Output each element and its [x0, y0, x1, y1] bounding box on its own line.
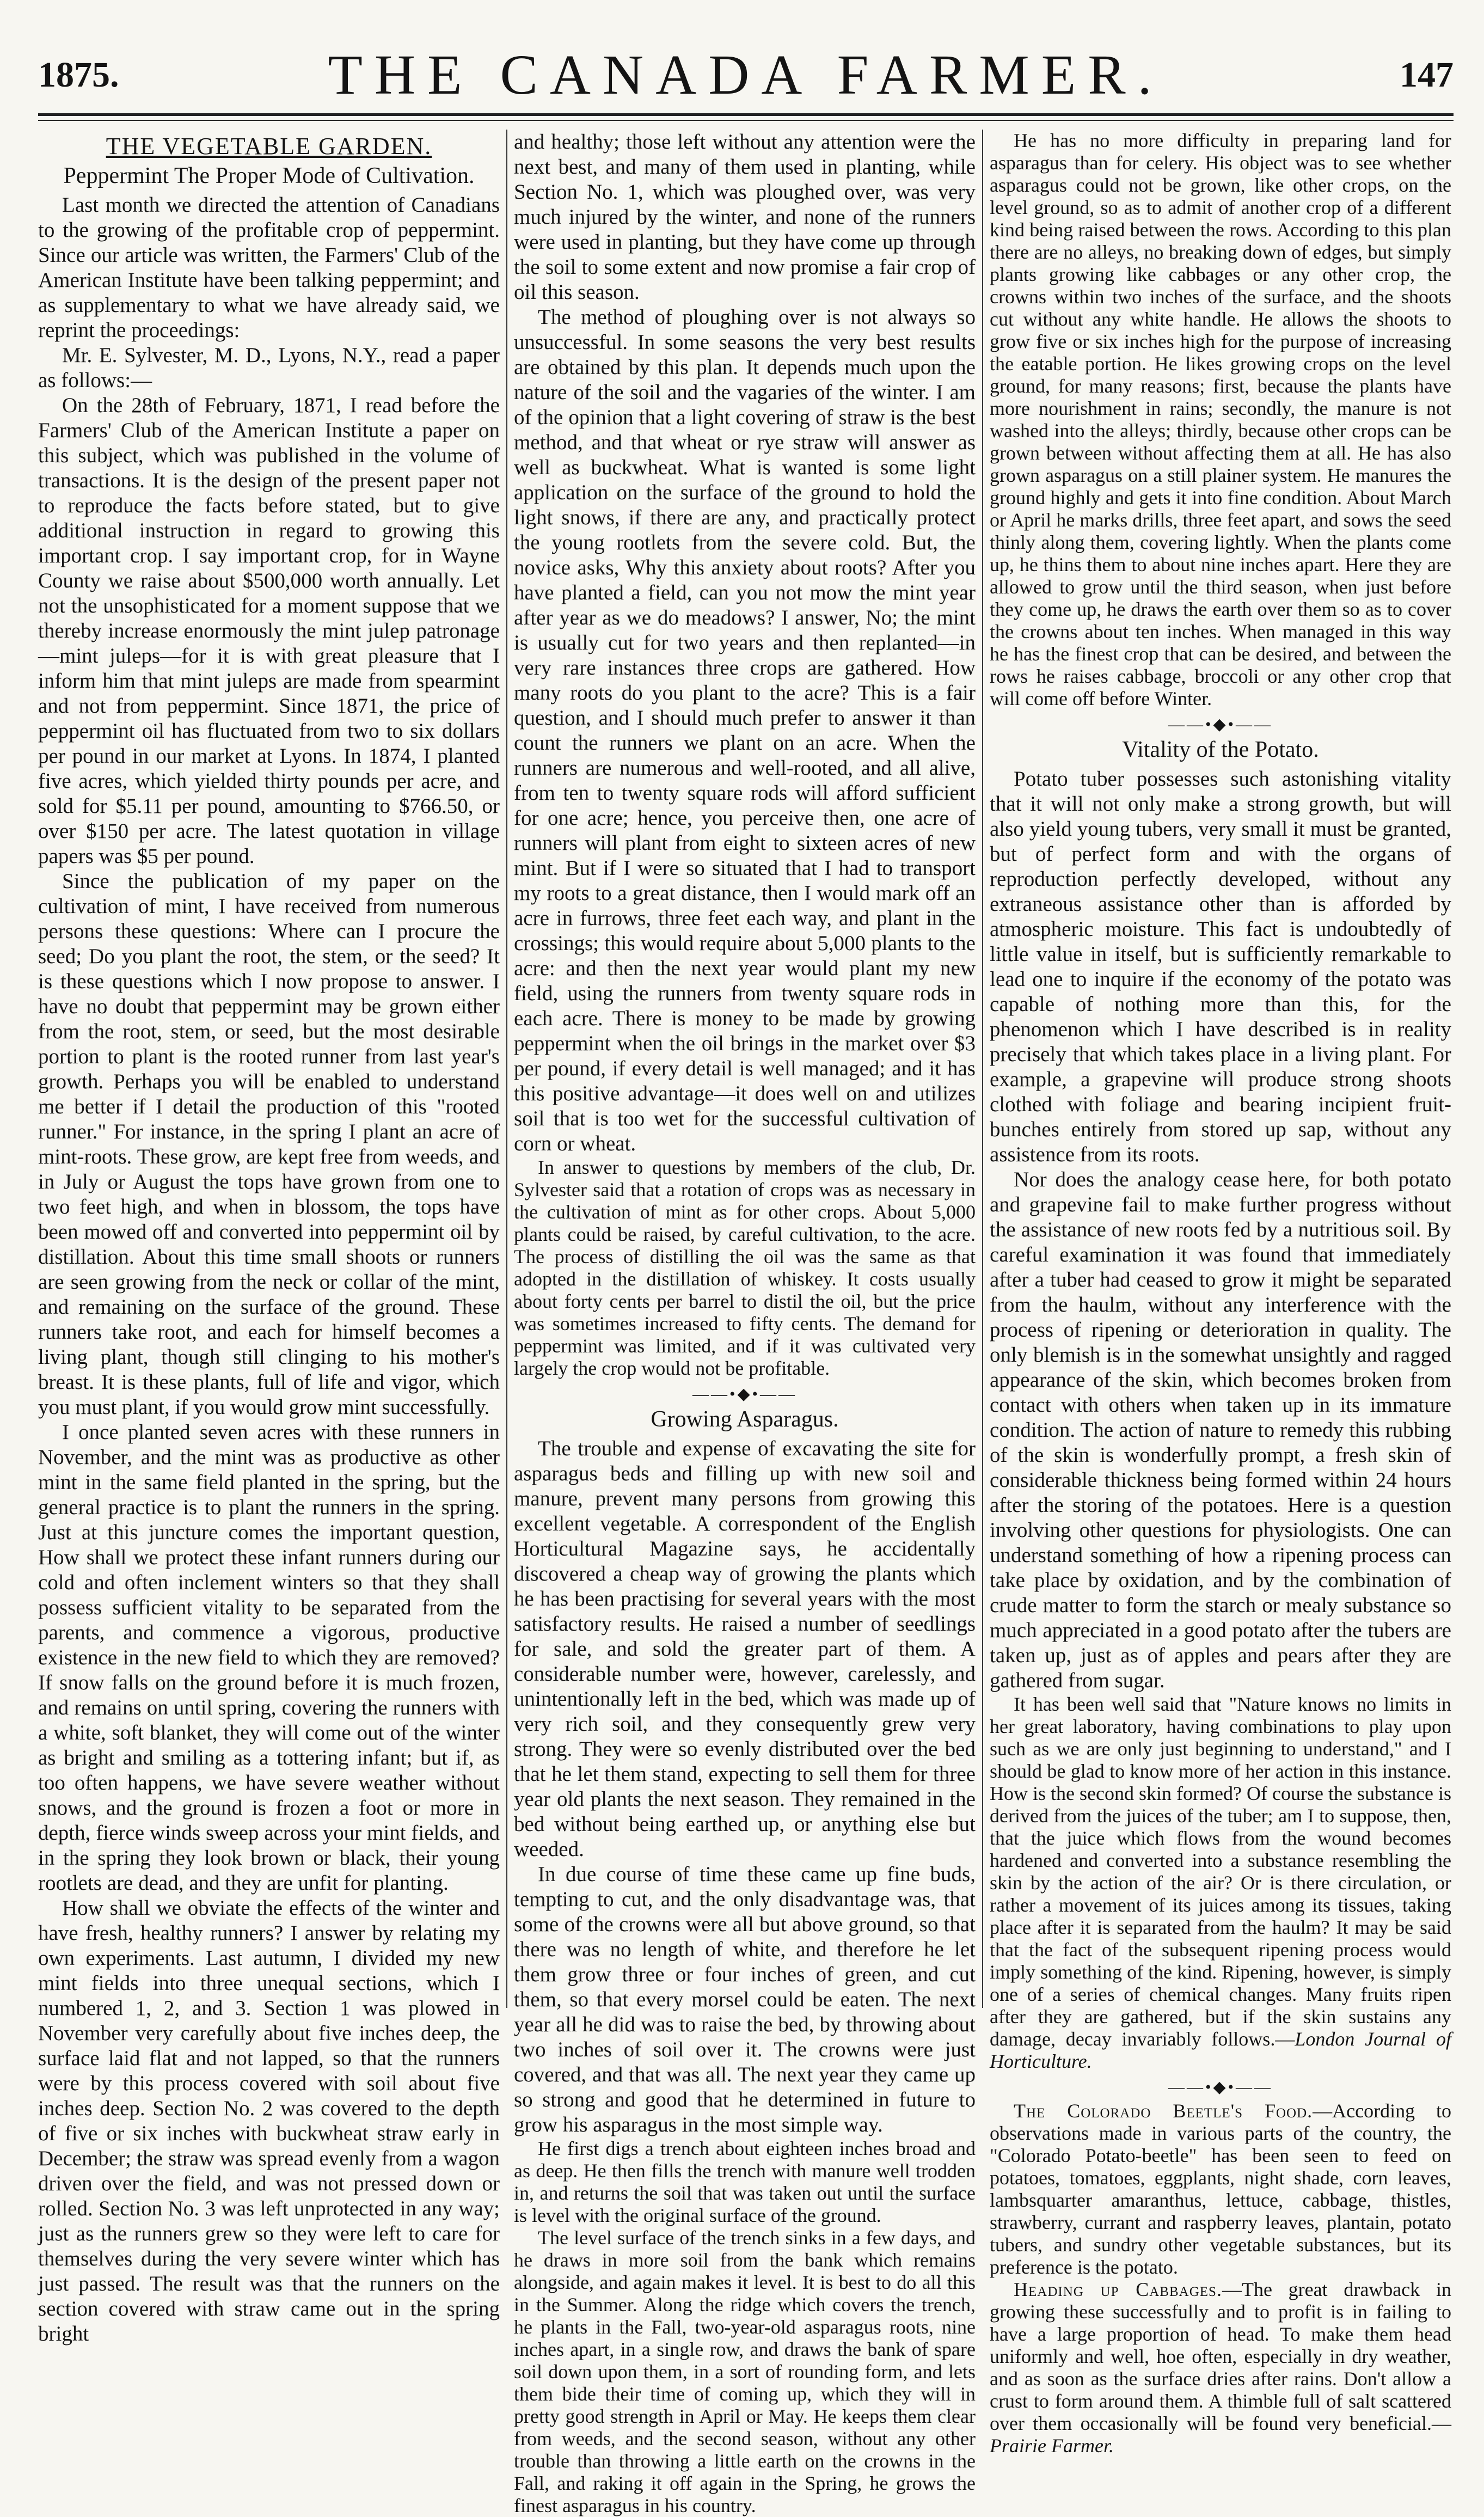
- column-divider: [506, 130, 507, 2008]
- newspaper-title: THE CANADA FARMER.: [328, 44, 1164, 106]
- paragraph: [990, 1693, 1451, 2073]
- paragraph: [990, 2279, 1451, 2457]
- paragraph: How shall we obviate the effects of the winter and have fresh, healthy runners? I answer by relating my own experiments. Last autumn, I divided my new mint fields into three unequal sections, which I numbered 1, 2, and 3. Section 1 was plowed in November very carefully about five inches deep, the surface laid flat and not lapped, so that the runners were by this process covered with soil about five inches deep. Section No. 2 was covered to the depth of five or six inches with buckwheat straw early in December; the straw was spread evenly from a wagon driven over the field, and was not pressed down or rolled. Section No. 3 was left unprotected in any way; just as the runners grew so they were left to care for themselves during the very severe winter which has just passed. The result was that the runners on the section covered with straw came out in the spring bright: [38, 1896, 500, 2345]
- paragraph: He has no more difficulty in preparing land for asparagus than for celery. His object was to see whether asparagus could not be grown, like other crops, on the level ground, so as to admit of another crop of a different kind being raised between the rows. According to this plan there are no alleys, no breaking down of edges, but simply plants growing like cabbages or any other crop, the crowns within two inches of the surface, and the shoots cut without any white handle. He allows the shoots to grow five or six inches high for the purpose of increasing the eatable portion. He likes growing crops on the level ground, for many reasons; first, because the plants have more nourishment in rains; secondly, the manure is not washed into the alleys; thirdly, because other crops can be grown between without affecting them at all. He has also grown asparagus on a still plainer system. He manures the ground highly and gets it into fine condition. About March or April he marks drills, three feet apart, and sows the seed thinly along them, covering lightly. When the plants come up, he thins them to about nine inches apart. Here they are allowed to grow until the third season, when just before they come up, he draws the earth over them so as to cover the crowns about ten inches. When managed in this way he has the finest crop that can be desired, and between the rows he raises cabbage, broccoli or any other crop that will come off before Winter.: [990, 130, 1451, 709]
- paragraph-text: —According to observations made in various parts of the country, the "Colorado Potato-beetle" has been seen to feed on potatoes, tomatoes, eggplants, night shade, corn leaves, lambsquarter amaranthus, lettuce, cabbage, thistles, strawberry, currant and raspberry leaves, plantain, potato tubers, and sundry other vegetable substances, but its preference is the potato.: [990, 2100, 1451, 2278]
- paragraph: [990, 2100, 1451, 2279]
- article-title-peppermint: Peppermint The Proper Mode of Cultivation.: [63, 163, 475, 188]
- paragraph: Mr. E. Sylvester, M. D., Lyons, N.Y., read a paper as follows:—: [38, 344, 500, 392]
- paragraph: The method of ploughing over is not always so unsuccessful. In some seasons the very best results are obtained by this plan. It depends much upon the nature of the soil and the vagaries of the winter. I am of the opinion that a light covering of straw is the best method, and that wheat or rye straw will answer as well as buckwheat. What is wanted is some light application on the surface of the ground to hold the light snows, if there are any, and practically protect the young rootlets from the severe cold. But, the novice asks, Why this anxiety about roots? After you have planted a field, can you not mow the mint year after year as we do meadows? I answer, No; the mint is usually cut for two years and then replanted—in very rare instances three crops are gathered. How many roots do you plant to the acre? This is a fair question, and I should much prefer to answer it than count the runners we plant on an acre. When the runners are numerous and well-rooted, and all alive, from ten to twenty square rods will afford sufficient for one acre; hence, you perceive then, one acre of runners will plant from eight to sixteen acres of new mint. But if I were so situated that I had to transport my roots to a great distance, then I would mark off an acre in furrows, three feet each way, and plant in the crossings; this would require about 5,000 plants to the acre: and then the next year would plant my new field, using the runners from twenty square rods in each acre. There is money to be made by growing peppermint when the oil brings in the market over $3 per pound, if every detail is well managed; and it has this positive advantage—it does well on and utilizes soil that is too wet for the successful cultivation of corn or wheat.: [514, 305, 976, 1155]
- column-3: [990, 130, 1452, 2457]
- article-separator: ——•◆•——: [1168, 715, 1273, 733]
- column-2: [514, 130, 976, 2516]
- paragraph: In answer to questions by members of the club, Dr. Sylvester said that a rotation of crops was as necessary in the cultivation of mint as for other crops. About 5,000 plants could be raised, by careful cultivation, to the acre. The process of distilling the oil was the same as that adopted in the distillation of whiskey. It costs usually about forty cents per barrel to distil the oil, but the price was sometimes increased to fifty cents. The demand for peppermint was limited, and if it was cultivated very largely the crop would not be profitable.: [514, 1156, 976, 1379]
- paragraph: In due course of time these came up fine buds, tempting to cut, and the only disadvantage was, that some of the crowns were all but above ground, so that there was no length of white, and therefore he let them grow three or four inches of green, and cut them, so that every morsel could be eaten. The next year all he did was to raise the bed, by throwing about two inches of soil over it. The crowns were just covered, and that was all. The next year they came up so strong and good that he determined in future to grow his asparagus in the most simple way.: [514, 1863, 976, 2136]
- section-title: THE VEGETABLE GARDEN.: [106, 133, 432, 160]
- issue-year: 1875.: [38, 55, 119, 95]
- paragraph-text: —The great drawback in growing these successfully and to profit is in failing to have a large proportion of head. To make them head uniformly and well, hoe often, especially in dry weather, and as soon as the surface dries after rains. Don't allow a crust to form around them. A thimble full of salt scattered over them occasionally will be found very beneficial.—: [990, 2279, 1452, 2434]
- paragraph: Since the publication of my paper on the cultivation of mint, I have received from numerous persons these questions: Where can I procure the seed; Do you plant the root, the stem, or the seed? It is these questions which I now propose to answer. I have no doubt that peppermint may be grown either from the root, stem, or seed, but the most desirable portion to plant is the rooted runner from last year's growth. Perhaps you will be enabled to understand me better if I detail the production of this "rooted runner." For instance, in the spring I plant an acre of mint-roots. These grow, are kept free from weeds, and in July or August the tops have grown from one to two feet high, and when in blossom, the tops have been mowed off and converted into peppermint oil by distillation. About this time small shoots or runners are seen growing from the neck or collar of the mint, and remaining on the surface of the ground. These runners take root, and each for himself becomes a living plant, though still clinging to his mother's breast. It is these plants, full of life and vigor, which you must plant, if you would grow mint successfully.: [38, 869, 500, 1419]
- item-title-beetle: The Colorado Beetle's Food.: [1014, 2100, 1313, 2122]
- paragraph: Nor does the analogy cease here, for both potato and grapevine fail to make further progress without the assistance of new roots fed by a nutritious soil. By careful examination it was found that immediately after a tuber had ceased to grow it might be separated from the haulm, without any interference with the process of ripening or deterioration in quality. The only blemish is in the somewhat unsightly and ragged appearance of the skin, which becomes broken from contact with others when taken up in its immature condition. The action of nature to remedy this rubbing of the skin is wonderfully prompt, a fresh skin of considerable thickness being formed within 24 hours after the storing of the potatoes. Here is a question involving other questions for physiologists. One can understand something of how a ripening process can take place by oxidation, and by the combination of crude matter to form the starch or mealy substance so much appreciated in a good potato after the tubers are taken up, just as of apples and pears after they are gathered from sugar.: [990, 1168, 1451, 1692]
- article-title-asparagus: Growing Asparagus.: [651, 1407, 839, 1432]
- paragraph: He first digs a trench about eighteen inches broad and as deep. He then fills the trench with manure well trodden in, and returns the soil that was taken out until the surface is level with the original surface of the ground.: [514, 2138, 976, 2226]
- item-title-cabbage: Heading up Cabbages.: [1014, 2279, 1222, 2300]
- masthead-bar: [38, 26, 1454, 119]
- paragraph: On the 28th of February, 1871, I read before the Farmers' Club of the American Institute a paper on this subject, which was published in the volume of transactions. It is the design of the present paper not to reproduce the facts before stated, but to give additional instruction in regard to growing this important crop. I say important crop, for in Wayne County we raise about $500,000 worth annually. Let not the unsophisticated for a moment suppose that we thereby increase enormously the mint julep patronage—mint juleps—for it is with great pleasure that I inform him that mint juleps are made from spearmint and not from peppermint. Since 1871, the price of peppermint oil has fluctuated from two to six dollars per pound in our market at Lyons. In 1874, I planted five acres, which yielded thirty pounds per acre, and sold for $5.11 per pound, amounting to $766.50, or over $150 per acre. The latest quotation in village papers was $5 per pound.: [38, 394, 500, 868]
- paragraph: The trouble and expense of excavating the site for asparagus beds and filling up with new soil and manure, prevent many persons from growing this excellent vegetable. A correspondent of the English Horticultural Magazine says, he accidentally discovered a cheap way of growing the plants which he has been practising for several years with the most satisfactory results. He raised a number of seedlings for sale, and sold the greater part of them. A considerable number were, however, carelessly, and unintentionally left in the bed, which was made up of very rich soil, and they consequently grew very strong. They were so evenly distributed over the bed that he let them stand, expecting to sell them for three year old plants the next season. They remained in the bed without being earthed up, or anything else but weeded.: [514, 1437, 976, 1861]
- page-number: 147: [1400, 55, 1454, 95]
- citation: London Journal of Horticulture.: [990, 2028, 1452, 2072]
- paragraph: I once planted seven acres with these runners in November, and the mint was as productive as other mint in the same field planted in the spring, but the general practice is to plant the runners in the spring. Just at this juncture comes the important question, How shall we protect these infant runners during our cold and often inclement winters so that they shall possess sufficient vitality to be separated from the parents, and commence a vigorous, productive existence in the new field to which they are removed? If snow falls on the ground before it is much frozen, and remains on until spring, covering the runners with a white, soft blanket, they will come out of the winter as bright and smiling as a tottering infant; but if, as too often happens, we have severe weather without snows, and the ground is frozen a foot or more in depth, fierce winds sweep across your mint fields, and in the spring they look brown or black, their young rootlets are dead, and they are unfit for planting.: [38, 1420, 500, 1895]
- article-separator: ——•◆•——: [1168, 2078, 1273, 2096]
- article-title-potato: Vitality of the Potato.: [1122, 737, 1319, 762]
- paragraph: The level surface of the trench sinks in a few days, and he draws in more soil from the bank which remains alongside, and again makes it level. It is best to do all this in the Summer. Along the ridge which covers the trench, he plants in the Fall, two-year-old asparagus roots, nine inches apart, in a single row, and draws the bank of spare soil down upon them, in a sort of rounding form, and lets them bide their time of coming up, which they will in pretty good strength in April or May. He keeps them clear from weeds, and the second season, without any other trouble than throwing a little earth on the crowns in the Fall, and raking it off again in the Spring, he grows the finest asparagus in his country.: [514, 2227, 976, 2516]
- paragraph: Last month we directed the attention of Canadians to the growing of the profitable crop of peppermint. Since our article was written, the Farmers' Club of the American Institute have been talking peppermint; and as supplementary to what we have already said, we reprint the proceedings:: [38, 193, 500, 342]
- article-separator: ——•◆•——: [692, 1385, 798, 1403]
- header-rule: [38, 113, 1454, 116]
- citation: Prairie Farmer.: [990, 2435, 1114, 2457]
- paragraph-text: It has been well said that "Nature knows no limits in her great laboratory, having combinations to play upon such as we are only just beginning to understand," and I should be glad to know more of her action in this instance. How is the second skin formed? Of course the substance is derived from the juices of the tuber; am I to suppose, then, that the juice which flows from the wound becomes hardened and converted into a substance resembling the skin by the action of the air? Or is there circulation, or rather a movement of its juices among its tissues, taking place after it is separated from the haulm? It may be said that the fact of the subsequent ripening process would imply something of the kind. Ripening, however, is simply one of a series of chemical changes. Many fruits ripen after they are gathered, but if the skin sustains any damage, decay invariably follows.—: [990, 1693, 1451, 2050]
- header-rule-thin: [38, 120, 1454, 121]
- paragraph: and healthy; those left without any attention were the next best, and many of them used in planting, while Section No. 1, which was ploughed over, was very much injured by the winter, and none of the runners were used in planting, but they have come up through the soil to some extent and now promise a fair crop of oil this season.: [514, 130, 976, 304]
- column-divider: [982, 130, 983, 2008]
- column-1: [38, 130, 500, 2345]
- paragraph: Potato tuber possesses such astonishing vitality that it will not only make a strong growth, but will also yield young tubers, very small it must be granted, but of perfect form and with the organs of reproduction perfectly developed, without any extraneous assistance other than is afforded by atmospheric moisture. This fact is undoubtedly of little value in itself, but is sufficiently remarkable to lead one to inquire if the economy of the potato was capable of nothing more than this, for the phenomenon which I have described is in reality precisely that which takes place in a living plant. For example, a grapevine will produce strong shoots clothed with foliage and bearing incipient fruit-bunches entirely from stored up sap, without any assistence from its roots.: [990, 767, 1451, 1166]
